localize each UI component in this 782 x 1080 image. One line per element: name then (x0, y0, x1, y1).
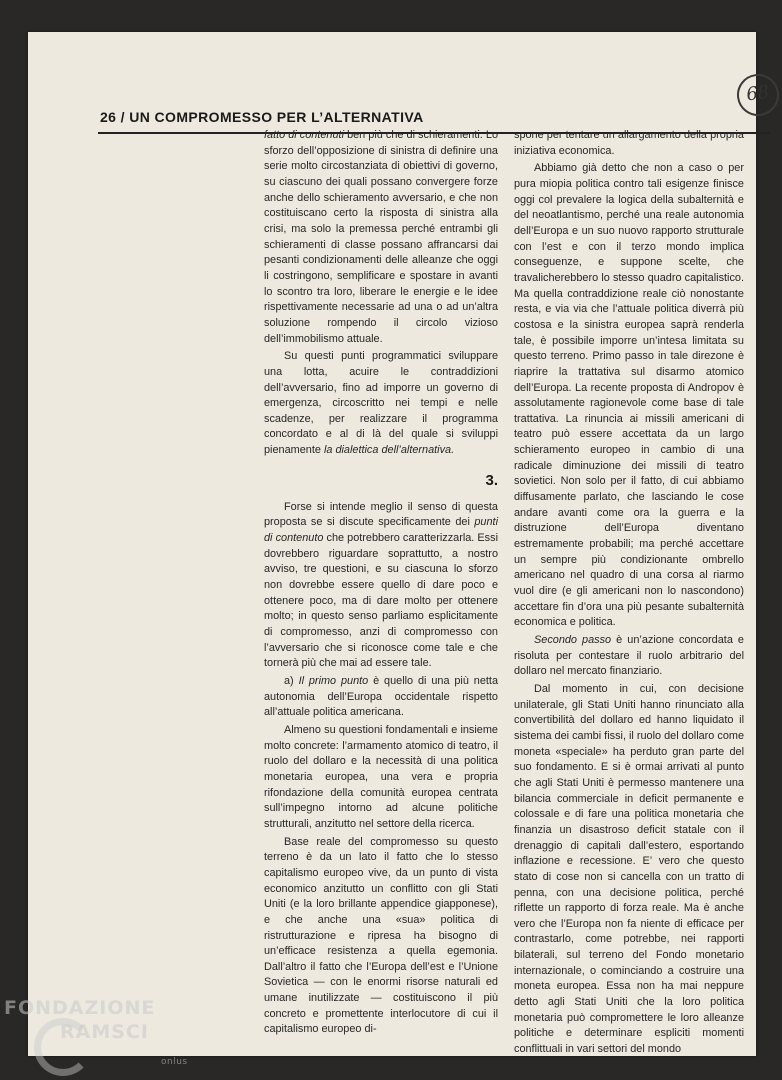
right-text-column (514, 128, 744, 1058)
left-text-column (264, 128, 498, 1038)
paragraph-text: Forse si intende meglio il senso di questa proposta se si discute specificamente dei (264, 500, 498, 529)
paragraph (264, 128, 498, 347)
watermark-suffix: onlus (161, 1057, 188, 1067)
paragraph-text: ben più che di schieramenti. Lo sforzo dell’opposizione di sinistra di definire una serie molto circostanziata di obiettivi di governo, su ciascuno dei quali possano convergere forze anche dello schieramento avversario, e che non costituiscano certo la risposta di sinistra alla crisi, ma solo la premessa perché entrambi gli schieramenti di classe possano affrancarsi dai pesanti condizionamenti delle alleanze che oggi li costringono, semplificare e spostare in avanti lo scontro tra loro, liberare le energie e le idee rispettivamente necessarie ad una o ad un’altra soluzione rompendo il circolo vizioso dell’immobilismo attuale. (264, 129, 498, 345)
emphasis: fatto di contenuti (264, 129, 344, 141)
watermark-line1: FONDAZIONE (4, 997, 156, 1019)
paragraph (264, 674, 498, 721)
paragraph (264, 500, 498, 672)
emphasis: Secondo passo (534, 634, 612, 646)
paragraph: Abbiamo già detto che non a caso o per pura miopia politica contro tali esigenze finisce oggi col prevalere la logica della subalternità e del neoatlantismo, perché una reale autonomia dell’Europa e un suo nuovo rapporto strutturale con l’est e con il terzo mondo implica conseguenze, e suppone scelte, che travalicherebbero lo stesso quadro capitalistico. Ma quella contraddizione reale ciò nonostante resta, e via via che l’attuale politica diverrà più costosa e la sinistra europea saprà renderla tale, è possibile imporre un’intesa limitata su questo terreno. Primo passo in tale direzone è riaprire la trattativa sul disarmo atomico dell’Europa. La recente proposta di Andropov è assolutamente ragionevole come base di tale trattativa. La rinuncia ai missili americani di teatro può essere accettata da un largo schieramento europeo in cambio di una radicale diminuzione dei missili di teatro sovietici. Non solo per il fatto, di cui abbiamo diffusamente parlato, che lasciando le cose andare avanti come ora la guerra e la distruzione dell’Europa diventano estremamente probabili; ma perché accettare un sempre più condizionante ombrello americano nel quadro di una corsa al riarmo vuol dire (e gli americani non lo nascondono) accettare fin d’ora una più pesante subalternità economica e politica. (514, 162, 744, 629)
running-head: 26 / UN COMPROMESSO PER L’ALTERNATIVA (100, 109, 424, 125)
paragraph-text: che potrebbero caratterizzarla. Essi dovrebbero riguardare soprattutto, a nostro avviso, tre questioni, e su ciascuna lo sforzo non dovrebbe essere quello di dare poco e ottenere poco, ma di dare molto per ottenere molto; in questo senso parliamo esplicitamente di compromesso, anzi di compromesso con l’avversario che si riconosce come tale e che tornerà più che mai ad essere tale. (264, 532, 498, 670)
paragraph (264, 349, 498, 459)
handwritten-folio-number: 68 (734, 71, 781, 118)
emphasis: la dialettica dell’alternativa. (323, 444, 455, 457)
paragraph: Almeno su questioni fondamentali e insieme molto concrete: l’armamento atomico di teatro, il ruolo del dollaro e la necessità di una politica monetaria europea, una vera e propria rifondazione della comunità europea centrata sull’impegno intorno ad alcune politiche strutturali, anzitutto nel settore della ricerca. (264, 723, 498, 830)
list-marker: a) (284, 675, 299, 687)
paragraph-text: è quello di una più netta autonomia dell’Europa occidentale rispetto all’attuale politica americana. (264, 675, 499, 719)
paragraph-text: è un’azione concordata e risoluta per contestare il ruolo arbitrario del dollaro nel mercato finanziario. (514, 634, 744, 678)
emphasis: punti di contenuto (264, 516, 498, 545)
paragraph-text: Su questi punti programmatici sviluppare una lotta, acuire le contraddizioni dell’avversario, fino ad imporre un governo di emergenza, circoscritto nei tempi e nelle scadenze, per realizzare il programma concordato e al di là del quale si sviluppi pienamente (264, 350, 498, 457)
paragraph (514, 633, 744, 680)
watermark-line2: RAMSCI (60, 1021, 149, 1043)
paragraph: Base reale del compromesso su questo terreno è da un lato il fatto che lo stesso capitalismo europeo vive, da un punto di vista economico anzitutto un conflitto con gli Stati Uniti (e la loro brillante appendice giapponese), e che anche una «sua» politica di ristrutturazione e ripresa ha bisogno di un’efficace resistenza a quella egemonia. Dall’altro il fatto che l’Europa dell’est e l’Unione Sovietica — con le enormi risorse naturali ed umane inutilizzate — costituiscono il più concreto e promettente interlocutore di cui il capitalismo europeo di- (264, 835, 498, 1036)
emphasis: Il primo punto (298, 675, 369, 687)
paragraph: spone per tentare un allargamento della propria iniziativa economica. (514, 129, 744, 157)
section-number: 3. (485, 471, 498, 489)
paragraph: Dal momento in cui, con decisione unilaterale, gli Stati Uniti hanno rinunciato alla convertibilità del dollaro ed hanno liquidato il sistema dei cambi fissi, il ruolo del dollaro come moneta «speciale» ha perduto gran parte del suo fondamento. E si è ormai arrivati al punto che agli Stati Uniti è permesso mantenere una bilancia commerciale in deficit permanente e colossale e di fare una politica monetaria che finanzia un disastroso deficit statale con il drenaggio di capitali dall’estero, esportando inflazione e recessione. E’ vero che questo stato di cose non si cancella con un tratto di penna, con una decisione politica, perché riflette un rapporto di forza reale. Ma è anche vero che l’Europa non fa niente di efficace per contrastarlo, come potrebbe, nei rapporti bilaterali, sul terreno del Fondo monetario internazionale, o cominciando a costruire una moneta europea. Essa non ha mai neppure detto agli Stati Uniti che la loro politica monetaria può compromettere le loro alleanze politiche e determinare espliciti momenti conflittuali in vari settori del mondo (514, 682, 745, 1056)
watermark-logo (4, 996, 188, 1067)
